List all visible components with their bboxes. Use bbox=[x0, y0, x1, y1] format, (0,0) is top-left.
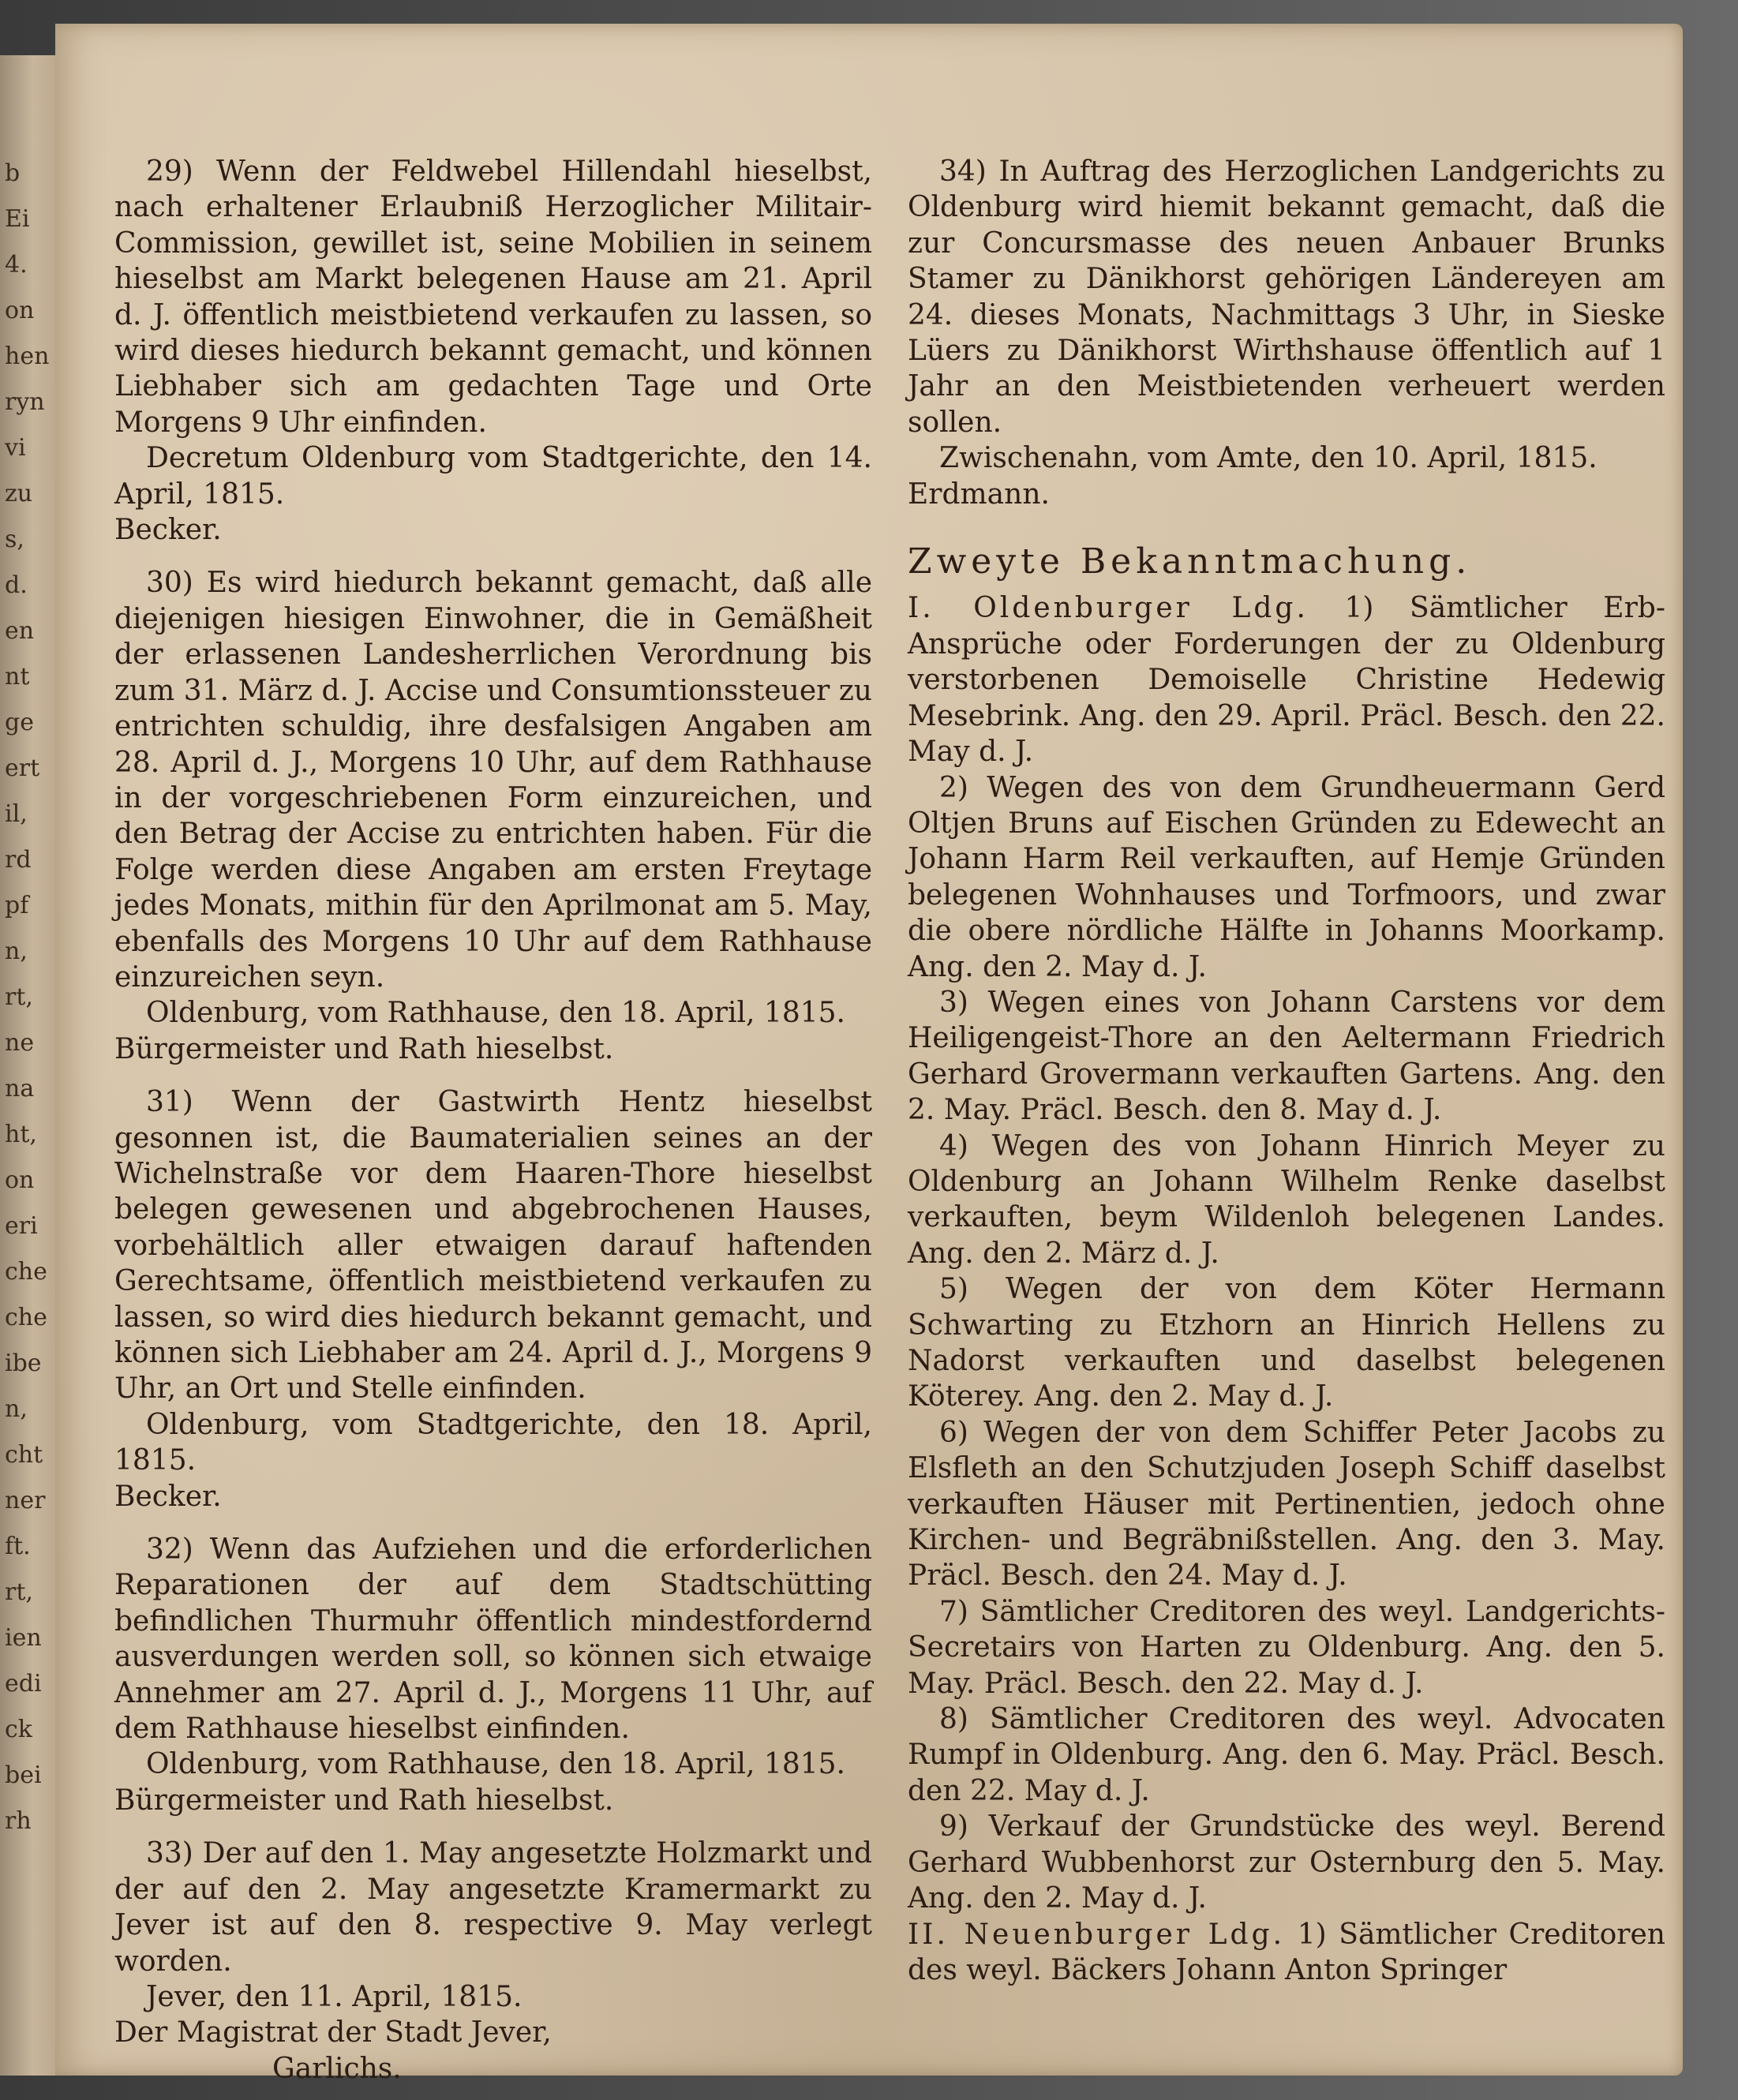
section-1-item-8: 8) Sämtlicher Creditoren des weyl. Advocaten Rumpf in Oldenburg. Ang. den 6. May. Präcl. Besch. den 22. May d. J. bbox=[908, 1703, 1665, 1807]
notice-31-dateline: Oldenburg, vom Stadtgerichte, den 18. April, 1815. bbox=[114, 1408, 872, 1477]
section-1-item-1: 1) Sämtlicher Erb-Ansprüche oder Forderungen der zu Oldenburg verstorbenen Demoiselle Christine Hedewig Mesebrink. Ang. den 29. April. Präcl. Besch. den 22. May d. J. bbox=[908, 592, 1665, 769]
left-page-fragment: il, bbox=[5, 800, 28, 828]
left-page-fragment: d. bbox=[5, 571, 28, 599]
right-column bbox=[908, 154, 1665, 1988]
notice-29-signature: Becker. bbox=[114, 514, 222, 547]
section-1-entry-1 bbox=[908, 590, 1665, 769]
left-page-fragment: en bbox=[5, 617, 35, 645]
left-page-fragment: ner bbox=[5, 1487, 46, 1514]
left-page-fragment: bei bbox=[5, 1761, 42, 1789]
section-2-item-1: 1) Sämtlicher Creditoren des weyl. Bäckers Johann Anton Springer bbox=[908, 1918, 1665, 1986]
left-page-fragment: pf bbox=[5, 892, 29, 919]
left-page-fragment: ibe bbox=[5, 1349, 42, 1377]
section-1-item-7: 7) Sämtlicher Creditoren des weyl. Landgerichts-Secretairs von Harten zu Oldenburg. Ang. den 5. May. Präcl. Besch. den 22. May d. J. bbox=[908, 1595, 1665, 1700]
newspaper-page bbox=[55, 24, 1683, 2085]
section-1-item-5: 5) Wegen der von dem Köter Hermann Schwarting zu Etzhorn an Hinrich Hellens zu Nadorst verkauften und daselbst belegenen Köterey. Ang. den 2. May d. J. bbox=[908, 1273, 1665, 1413]
left-page-fragment: zu bbox=[5, 480, 33, 507]
left-page-fragment: Ei bbox=[5, 205, 30, 233]
left-page-fragment: n, bbox=[5, 938, 28, 965]
left-page-fragment: rt, bbox=[5, 1578, 33, 1606]
left-page-fragment: ge bbox=[5, 709, 34, 736]
notice-32-text: 32) Wenn das Aufziehen und die erforderlichen Reparationen der auf dem Stadtschütting befindlichen Thurmuhr öffentlich mindestfordernd ausverdungen werden soll, so können sich etwaige Annehmer am 27. April d. J., Morgens 11 Uhr, auf dem Rathhause hieselbst einfinden. bbox=[114, 1533, 872, 1746]
left-page-fragment: ft. bbox=[5, 1533, 31, 1560]
left-page-fragment: rt, bbox=[5, 983, 33, 1011]
notice-29-dateline: Decretum Oldenburg vom Stadtgerichte, den 14. April, 1815. bbox=[114, 442, 872, 511]
left-page-fragment: on bbox=[5, 297, 35, 324]
notice-31-signature: Becker. bbox=[114, 1480, 222, 1513]
notice-31-text: 31) Wenn der Gastwirth Hentz hieselbst gesonnen ist, die Baumaterialien seines an der Wichelnstraße vor dem Haaren-Thore hieselbst belegen gewesenen und abgebrochenen Hauses, vorbehältlich aller etwaigen darauf haftenden Gerechtsame, öffentlich meistbietend verkaufen zu lassen, so wird dies hiedurch bekannt gemacht, und können sich Liebhaber am 24. April d. J., Morgens 9 Uhr, an Ort und Stelle einfinden. bbox=[114, 1086, 872, 1406]
notice-33-dateline: Jever, den 11. April, 1815. bbox=[146, 1980, 523, 2013]
notice-30-signature: Bürgermeister und Rath hieselbst. bbox=[114, 1032, 614, 1065]
left-page-fragment: ck bbox=[5, 1716, 32, 1743]
left-page-fragment: ne bbox=[5, 1029, 35, 1057]
notice-32-dateline: Oldenburg, vom Rathhause, den 18. April, 1815. bbox=[146, 1748, 845, 1781]
section-2-label: II. Neuenburger Ldg. bbox=[908, 1918, 1286, 1951]
section-1-item-3: 3) Wegen eines von Johann Carstens vor dem Heiligengeist-Thore an den Aeltermann Friedrich Gerhard Grovermann verkauften Gartens. Ang. den 2. May. Präcl. Besch. den 8. May d. J. bbox=[908, 986, 1665, 1127]
notice-34-dateline: Zwischenahn, vom Amte, den 10. April, 1815. bbox=[939, 442, 1598, 475]
left-page-fragment: on bbox=[5, 1166, 35, 1194]
left-page-fragment: eri bbox=[5, 1212, 38, 1240]
left-page-fragment: cht bbox=[5, 1441, 43, 1469]
left-page-fragment: nt bbox=[5, 663, 30, 691]
notice-33-signature-1: Der Magistrat der Stadt Jever, bbox=[114, 2016, 552, 2049]
notice-30-dateline: Oldenburg, vom Rathhause, den 18. April, 1815. bbox=[146, 997, 845, 1030]
section-heading: Zweyte Bekanntmachung. bbox=[908, 541, 1472, 582]
left-page-fragment: n, bbox=[5, 1395, 28, 1423]
notice-29-text: 29) Wenn der Feldwebel Hillendahl hieselbst, nach erhaltener Erlaubniß Herzoglicher Militair-Commission, gewillet ist, seine Mobilien in seinem hieselbst am Markt belegenen Hause am 21. April d. J. öffentlich meistbietend verkaufen zu lassen, so wird dieses hiedurch bekannt gemacht, und können Liebhaber sich am gedachten Tage und Orte Morgens 9 Uhr einfinden. bbox=[114, 155, 872, 439]
left-page-fragment: ryn bbox=[5, 388, 45, 416]
left-column bbox=[114, 154, 872, 2087]
adjacent-page-edge bbox=[0, 55, 58, 2076]
section-2-entry-1 bbox=[908, 1917, 1665, 1989]
section-1-item-2: 2) Wegen des von dem Grundheuermann Gerd Oltjen Bruns auf Eischen Gründen zu Edewecht an Johann Harm Reil verkauften, auf Hemje Gründen belegenen Wohnhauses und Torfmoors, und zwar die obere nördliche Hälfte in Johanns Moorkamp. Ang. den 2. May d. J. bbox=[908, 771, 1665, 983]
section-1-item-6: 6) Wegen der von dem Schiffer Peter Jacobs zu Elsfleth an den Schutzjuden Joseph Schiff daselbst verkauften Häuser mit Pertinentien, jedoch ohne Kirchen- und Begräbnißstellen. Ang. den 3. May. Präcl. Besch. den 24. May d. J. bbox=[908, 1416, 1665, 1593]
left-page-fragment: ien bbox=[5, 1624, 42, 1652]
left-page-fragment: rd bbox=[5, 846, 32, 874]
section-1-item-4: 4) Wegen des von Johann Hinrich Meyer zu Oldenburg an Johann Wilhelm Renke daselbst verkauften, beym Wildenloh belegenen Landes. Ang. den 2. März d. J. bbox=[908, 1129, 1665, 1270]
notice-32-signature: Bürgermeister und Rath hieselbst. bbox=[114, 1784, 614, 1817]
left-page-fragment: hen bbox=[5, 343, 50, 370]
section-1-label: I. Oldenburger Ldg. bbox=[908, 592, 1309, 625]
left-page-fragment: vi bbox=[5, 434, 26, 462]
notice-33-text: 33) Der auf den 1. May angesetzte Holzmarkt und der auf den 2. May angesetzte Kramermarkt zu Jever ist auf den 8. respective 9. May verlegt worden. bbox=[114, 1837, 872, 1978]
left-page-fragment: ht, bbox=[5, 1121, 37, 1148]
left-page-fragment: ert bbox=[5, 754, 40, 782]
left-page-fragment: 4. bbox=[5, 251, 28, 279]
left-page-fragment: na bbox=[5, 1075, 35, 1102]
notice-30-text: 30) Es wird hiedurch bekannt gemacht, daß alle diejenigen hiesigen Einwohner, die in Gemäßheit der erlassenen Landesherrlichen Verordnung bis zum 31. März d. J. Accise und Consumtionssteuer zu entrichten schuldig, ihre desfalsigen Angaben am 28. April d. J., Morgens 10 Uhr, auf dem Rathhause in der vorgeschriebenen Form einzureichen, und den Betrag der Accise zu entrichten haben. Für die Folge werden diese Angaben am ersten Freytage jedes Monats, mithin für den Aprilmonat am 5. May, ebenfalls des Morgens 10 Uhr auf dem Rathhause einzureichen seyn. bbox=[114, 567, 872, 994]
notice-33-signature-2: Garlichs. bbox=[272, 2052, 402, 2085]
left-page-fragment: rh bbox=[5, 1807, 32, 1835]
left-page-fragment: che bbox=[5, 1304, 47, 1331]
left-page-fragment: che bbox=[5, 1258, 47, 1286]
notice-34-text: 34) In Auftrag des Herzoglichen Landgerichts zu Oldenburg wird hiemit bekannt gemacht, daß die zur Concursmasse des neuen Anbauer Brunks Stamer zu Dänikhorst gehörigen Ländereyen am 24. dieses Monats, Nachmittags 3 Uhr, in Sieske Lüers zu Dänikhorst Wirthshause öffentlich auf 1 Jahr an den Meistbietenden verheuert werden sollen. bbox=[908, 155, 1665, 439]
left-page-fragment: b bbox=[5, 159, 21, 187]
left-page-fragment: s, bbox=[5, 526, 24, 553]
left-page-fragment: edi bbox=[5, 1670, 42, 1698]
notice-34-signature: Erdmann. bbox=[908, 477, 1050, 511]
section-1-item-9: 9) Verkauf der Grundstücke des weyl. Berend Gerhard Wubbenhorst zur Osternburg den 5. May. Ang. den 2. May d. J. bbox=[908, 1810, 1665, 1915]
